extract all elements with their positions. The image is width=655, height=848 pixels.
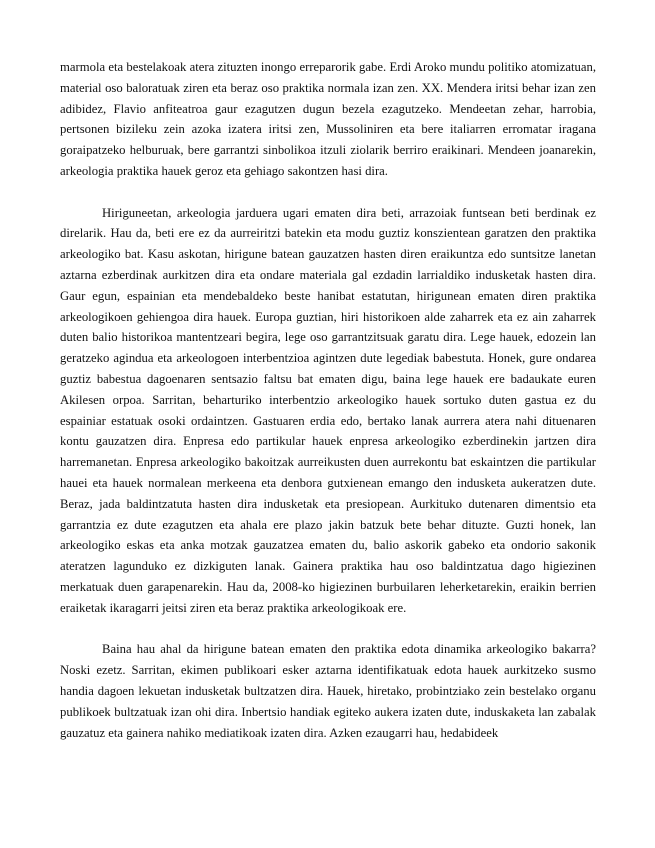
paragraph-public-initiatives: Baina hau ahal da hirigune batean ematen den praktika edota dinamika arkeologiko bakarra? Noski ezetz. Sarritan, ekimen publikoari esker aztarna identifikatuak edota hauek aurkitzeko susmo handia dagoen lekuetan indusketak bultzatzen dira. Hauek, hiretako, probintziako zein bestelako organu publikoek bultzatuak izan ohi dira. Inbertsio handiak egiteko aukera izaten dute, induskaketa lan zabalak gauzatuz eta gainera nahiko mediatikoak izaten dira. Azken ezaugarri hau, hedabideek	[60, 642, 596, 740]
paragraph-spacer	[60, 619, 596, 640]
document-page	[60, 57, 596, 743]
paragraph-continuation: marmola eta bestelakoak atera zituzten inongo erreparorik gabe. Erdi Aroko mundu politiko atomizatuan, material oso baloratuak ziren eta beraz oso praktika normala izan zen. XX. Mendera iritsi behar izan zen adibidez, Flavio anfiteatroa gaur ezagutzen dugun bezela ezagutzeko. Mendeetan zehar, harrobia, pertsonen bizileku zein azoka izatera iritsi zen, Mussoliniren eta bere italiarren erromatar iragana goraipatzeko helburuak, bere garrantzi sinbolikoa itzuli ziolarik berriro eraikinari. Mendeen joanarekin, arkeologia praktika hauek geroz eta gehiago sakontzen hasi dira.	[60, 60, 596, 178]
paragraph-spacer	[60, 182, 596, 203]
paragraph-urban-archaeology: Hiriguneetan, arkeologia jarduera ugari ematen dira beti, arrazoiak funtsean beti berdinak ez direlarik. Hau da, beti ere ez da aurreiritzi batekin eta modu guztiz konszientean garatzen den praktika arkeologiko bat. Kasu askotan, hirigune batean gauzatzen hasten diren eraikuntza edo suntsitze lanetan aztarna ezberdinak aurkitzen dira eta ondare materiala gal ezdadin larrialdiko indusketak hasten dira. Gaur egun, espainian eta mendebaldeko beste hanibat estatutan, hirigunean ematen diren praktika arkeologikoen gehiengoa dira hauek. Europa guztian, hiri historikoen alde zaharrek eta ez ain zaharrek duten balio historikoa mantentzeari begira, lege oso garrantzitsuak garatu dira. Lege hauek, edozein lan geratzeko agindua eta arkeologoen interbentzioa agintzen dute legediak babestuta. Honek, gure ondarea guztiz babestua dagoenaren sentsazio faltsu bat ematen digu, baina lege hauek ere badaukate euren Akilesen orpoa. Sarritan, beharturiko interbentzio arkeologiko hauek sortuko duten gastua ez du espainiar estatuak osoki ordaintzen. Gastuaren erdia edo, bertako lanak aurrera atera nahi dituenaren kontu gauzatzen dira. Enpresa edo partikular hauek enpresa arkeologiko ezberdinekin jartzen dira harremanetan. Enpresa arkeologiko bakoitzak aurreikusten duen aurrekontu bat eskaintzen die partikular hauei eta hauek normalean merkeena eta denbora gutxienean emango den indusketa aukeratzen dute. Beraz, jada baldintzatuta hasten dira indusketak eta presiopean. Aurkituko dutenaren dimentsio eta garrantzia ez dute ezagutzen eta ahala ere plazo jakin batzuk bete behar dituzte. Guzti honek, lan arkeologiko eskas eta anka motzak gauzatzea ematen du, balio askorik gabeko eta ondorio sakonik ateratzen lagunduko ez dizkiguten lanak. Gainera praktika hau oso baldintzatua dago higiezinen merkatuak duen garapenarekin. Hau da, 2008-ko higiezinen burbuilaren leherketarekin, eraikin berrien eraiketak ikaragarri jeitsi ziren eta beraz praktika arkeologikoak ere.	[60, 205, 596, 615]
